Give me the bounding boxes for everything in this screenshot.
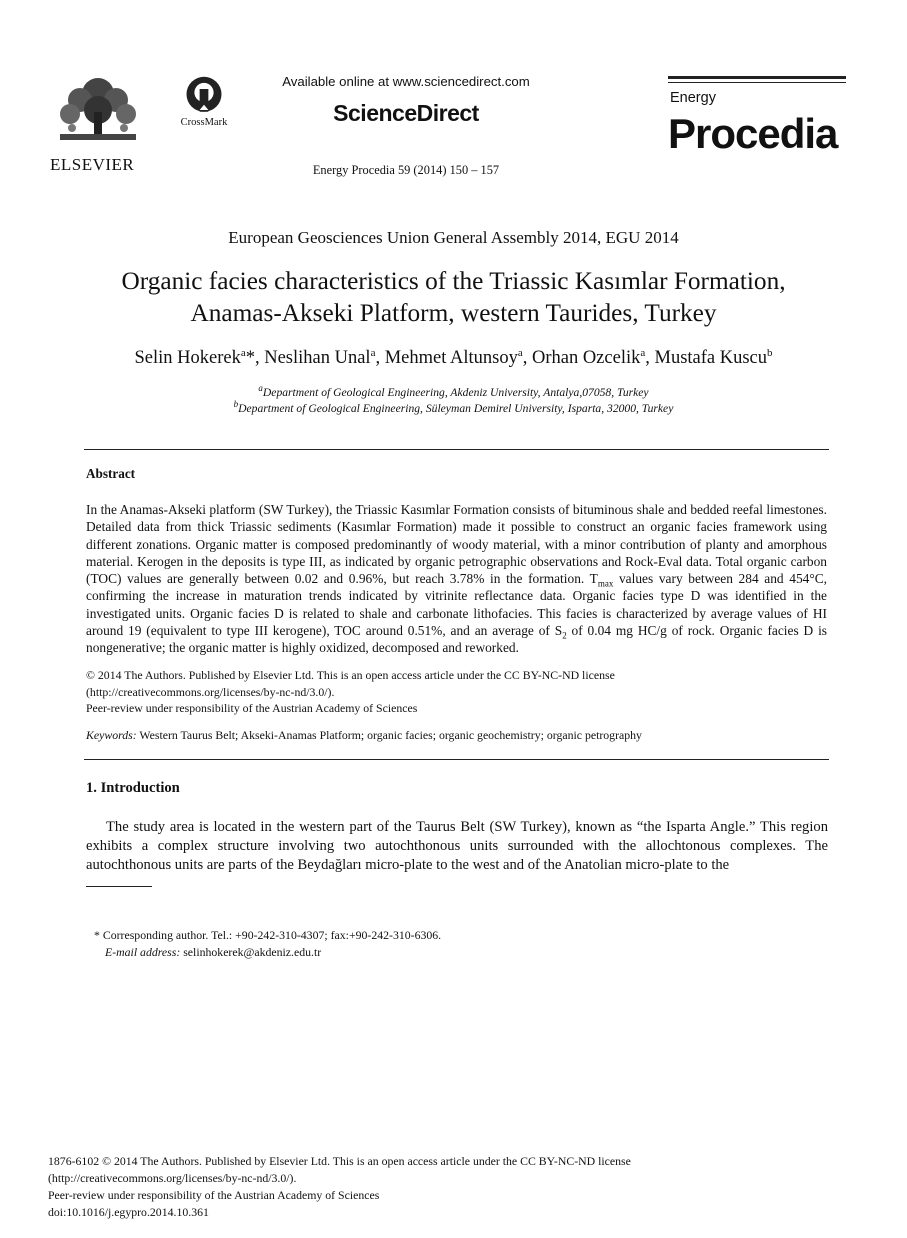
license-block	[86, 667, 827, 717]
logo-top-rule-thin	[668, 82, 846, 83]
affiliation-b	[60, 399, 847, 415]
keywords	[86, 727, 827, 744]
author-affiliation-mark: a	[640, 346, 646, 359]
abstract-heading: Abstract	[86, 466, 136, 481]
abstract-body	[86, 501, 827, 657]
footnote	[94, 927, 814, 960]
logo-top-rule	[668, 76, 846, 79]
email-label: E-mail address:	[105, 944, 181, 959]
introduction-body: The study area is located in the western part of the Taurus Belt (SW Turkey), known as “the Isparta Angle.” This region exhibits a complex structure involving two autochthonous units surrounded with the allochtonous complexes. The autochthonous units are parts of the Beydağları micro-plate to the west and of the Anatolian micro-plate to the	[86, 819, 828, 873]
keywords-label: Keywords:	[86, 728, 137, 742]
conference-name: European Geosciences Union General Assembly 2014, EGU 2014	[228, 228, 679, 247]
author-name: Selin Hokerek	[134, 348, 241, 368]
peer-review-line: Peer-review under responsibility of the Austrian Academy of Sciences	[86, 701, 418, 715]
introduction-heading: 1. Introduction	[86, 780, 180, 796]
abstract-text-2: values vary between 284 and 454°C, confirming the increase in maturation trends indicated by vitrinite reflectance data. Organic facies type D was identified in the investigated units. Organic facies D is related to shale and carbonate lithofacies. This facies is characterized by average values of HI around 19 (equivalent to type III kerogene), TOC around 0.51%, and an average of S	[86, 571, 827, 639]
author-list	[40, 348, 867, 369]
doi[interactable]: doi:10.1016/j.egypro.2014.10.361	[48, 1205, 209, 1219]
issn-license: 1876-6102 © 2014 The Authors. Published by Elsevier Ltd. This is an open access article under the CC BY-NC-ND license	[48, 1154, 631, 1168]
sciencedirect-logo[interactable]: ScienceDirect	[333, 100, 479, 126]
license-line-1: © 2014 The Authors. Published by Elsevier Ltd. This is an open access article under the CC BY-NC-ND license	[86, 668, 615, 682]
crossmark-icon	[180, 75, 228, 117]
abstract-text-1: In the Anamas-Akseki platform (SW Turkey), the Triassic Kasımlar Formation consists of bituminous shale and bedded reefal limestones. Detailed data from thick Triassic sediments (Kasımlar Formation) made it possible to construct an organic facies framework using different zonations. Organic matter is composed predominantly of woody material, with a minor contribution of planty and amorphous material. Kerogen in the deposits is type III, as indicated by organic petrographic observations and Rock-Eval data. Total organic carbon (TOC) values are generally between 0.02 and 0.96%, but reach 3.78% in the formation. T	[86, 502, 827, 587]
elsevier-logo	[50, 76, 146, 176]
keywords-text: Western Taurus Belt; Akseki-Anamas Platform; organic facies; organic geochemistry; organic petrography	[136, 728, 642, 742]
journal-citation: Energy Procedia 59 (2014) 150 – 157	[312, 163, 500, 177]
author-separator: ,	[522, 348, 532, 368]
bottom-info	[48, 1153, 868, 1221]
affiliation-a-label: a	[258, 383, 263, 394]
journal-small: Energy	[670, 90, 716, 106]
corresponding-author: * Corresponding author. Tel.: +90-242-310-4307; fax:+90-242-310-6306.	[94, 928, 442, 942]
publisher-name: ELSEVIER	[50, 155, 135, 174]
affiliation-a-text: Department of Geological Engineering, Akdeniz University, Antalya,07058, Turkey	[262, 386, 649, 399]
author-separator: ,	[645, 348, 655, 368]
energy-procedia-logo	[668, 76, 848, 166]
bottom-license-link[interactable]: (http://creativecommons.org/licenses/by-nc-nd/3.0/).	[48, 1171, 297, 1185]
email-line	[94, 944, 814, 961]
affiliation-b-text: Department of Geological Engineering, Süleyman Demirel University, Isparta, 32000, Turkey	[238, 402, 674, 415]
author-name: Mustafa Kuscu	[654, 348, 768, 368]
author-separator: ,	[375, 348, 385, 368]
author-name: Mehmet Altunsoy	[384, 348, 518, 368]
corresponding-mark: *	[245, 348, 255, 368]
author-affiliation-mark: a	[370, 346, 376, 359]
author-name: Neslihan Unal	[264, 348, 371, 368]
divider-top	[84, 449, 829, 450]
crossmark-logo[interactable]	[176, 75, 232, 135]
author-affiliation-mark: a	[517, 346, 523, 359]
available-online[interactable]: Available online at www.sciencedirect.com	[282, 74, 530, 89]
crossmark-label: CrossMark	[180, 117, 228, 128]
author-name: Orhan Ozcelik	[531, 348, 641, 368]
abstract-text-3: of 0.04 mg HC/g of rock. Organic facies D is nongenerative; the organic matter is highly oxidized, decomposed and reworked.	[86, 623, 828, 656]
divider-bottom	[84, 759, 829, 760]
footnote-rule	[86, 886, 152, 887]
email-address[interactable]: selinhokerek@akdeniz.edu.tr	[180, 944, 322, 959]
author-affiliation-mark: a	[240, 346, 246, 359]
s2-subscript: 2	[562, 630, 567, 641]
elsevier-tree-icon	[52, 76, 144, 146]
license-link[interactable]: (http://creativecommons.org/licenses/by-nc-nd/3.0/).	[86, 684, 335, 699]
affiliation-b-label: b	[233, 399, 239, 410]
bottom-peer-review: Peer-review under responsibility of the Austrian Academy of Sciences	[48, 1188, 380, 1202]
paper-title-line-1: Organic facies characteristics of the Triassic Kasımlar Formation,	[121, 267, 786, 295]
author-separator: ,	[254, 348, 265, 368]
author-affiliation-mark: b	[767, 346, 773, 359]
paper-title-line-2: Anamas-Akseki Platform, western Taurides, Turkey	[190, 299, 717, 327]
journal-big: Procedia	[668, 110, 838, 157]
tmax-subscript: max	[597, 578, 614, 589]
affiliation-a	[60, 383, 847, 399]
